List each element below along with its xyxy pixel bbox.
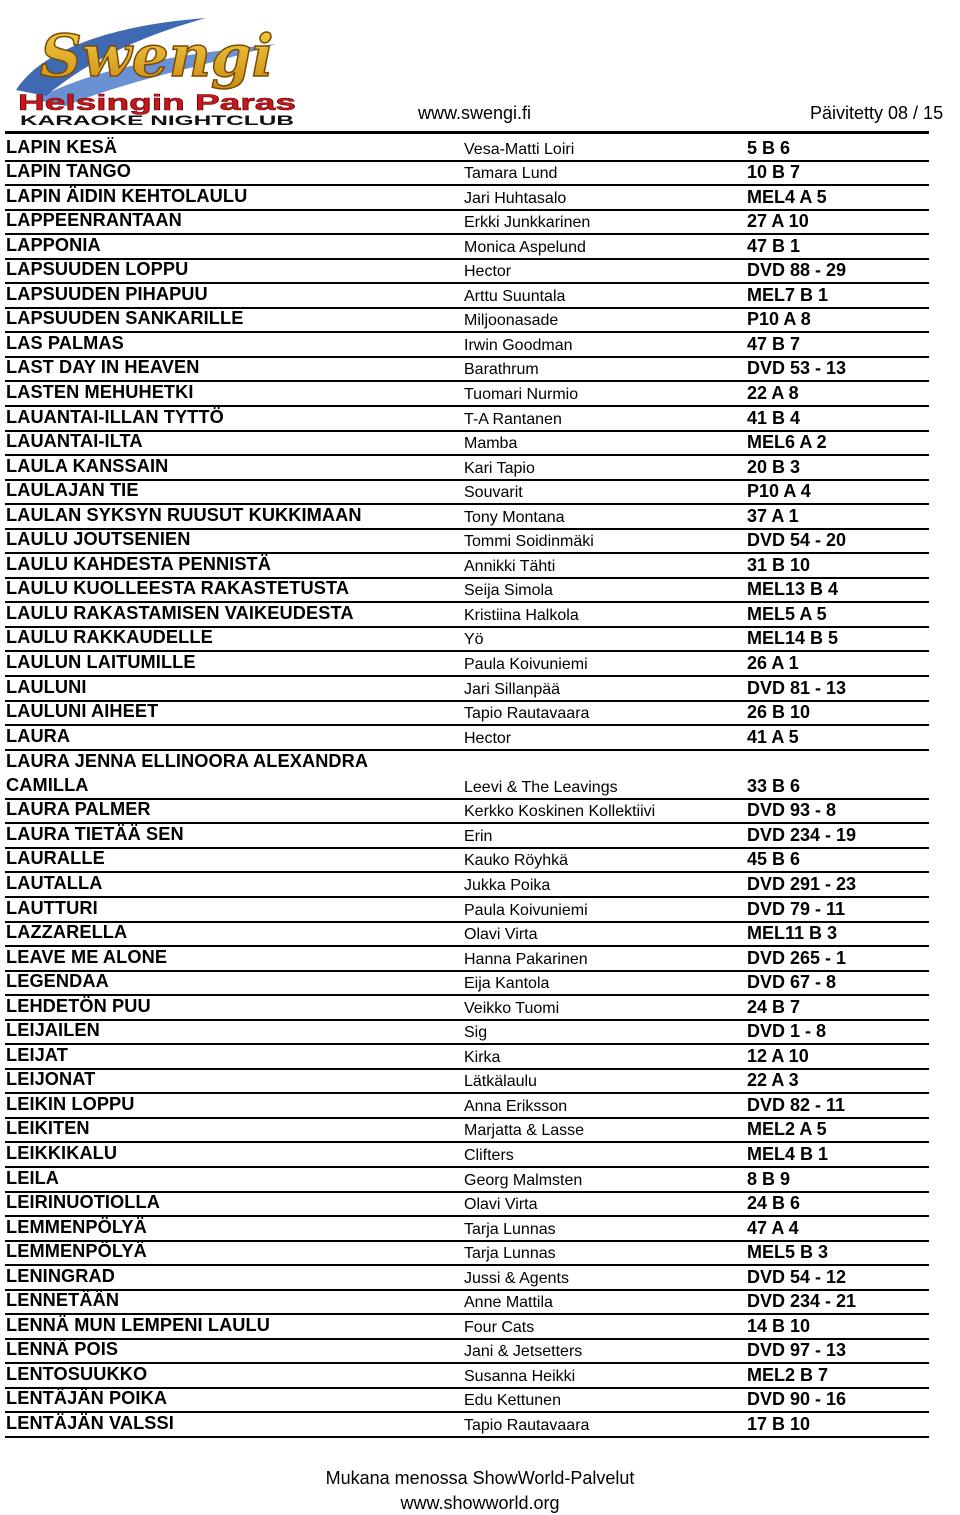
song-code: 24 B 6 <box>747 1193 801 1214</box>
song-row <box>5 1045 929 1070</box>
song-row <box>5 456 929 481</box>
song-title: LENNÄ MUN LEMPENI LAULU <box>6 1314 270 1335</box>
song-artist: Susanna Heikki <box>464 1367 576 1385</box>
song-title: LEGENDAA <box>6 971 109 992</box>
song-code: MEL5 A 5 <box>747 603 827 624</box>
song-row <box>5 1413 929 1438</box>
song-title: LEILA <box>6 1167 60 1188</box>
song-artist: Marjatta & Lasse <box>464 1122 585 1140</box>
song-code: DVD 79 - 11 <box>747 898 846 919</box>
song-row <box>5 677 929 702</box>
song-title: LENNÄ POIS <box>6 1339 119 1360</box>
song-code: 22 A 3 <box>747 1070 799 1091</box>
footer-url-link[interactable]: www.showworld.org <box>400 1493 560 1513</box>
song-code: MEL6 A 2 <box>747 432 827 453</box>
song-artist: Barathrum <box>464 361 539 379</box>
song-title: LAULU RAKKAUDELLE <box>6 627 213 648</box>
song-title: LAS PALMAS <box>6 332 124 353</box>
song-row <box>5 333 929 358</box>
song-title: LAULAJAN TIE <box>6 480 139 501</box>
song-title: LAURA PALMER <box>6 799 151 820</box>
song-row <box>5 505 929 530</box>
song-code: DVD 54 - 12 <box>747 1266 847 1287</box>
song-row <box>5 1364 929 1389</box>
song-code: MEL14 B 5 <box>747 628 839 649</box>
song-artist: Clifters <box>464 1146 514 1164</box>
song-row <box>5 554 929 579</box>
song-title: LAURA TIETÄÄ SEN <box>6 823 184 844</box>
song-code: DVD 97 - 13 <box>747 1340 847 1361</box>
song-artist: Olavi Virta <box>464 926 538 944</box>
song-row <box>5 1217 929 1242</box>
song-artist: Sig <box>464 1024 488 1042</box>
song-code: 22 A 8 <box>747 383 799 404</box>
song-list <box>5 137 929 1438</box>
song-title: LAURA <box>6 725 71 746</box>
song-code: MEL4 A 5 <box>747 186 827 207</box>
song-code: DVD 88 - 29 <box>747 260 847 281</box>
song-code: DVD 90 - 16 <box>747 1389 847 1410</box>
song-artist: Tuomari Nurmio <box>464 386 579 404</box>
song-code: DVD 1 - 8 <box>747 1021 827 1042</box>
song-row <box>5 137 929 162</box>
song-code: 33 B 6 <box>747 775 801 796</box>
song-code: 45 B 6 <box>747 849 801 870</box>
song-code: MEL11 B 3 <box>747 923 838 944</box>
song-code: 20 B 3 <box>747 456 801 477</box>
song-artist: Hanna Pakarinen <box>464 950 588 968</box>
song-artist: Anna Eriksson <box>464 1097 568 1115</box>
song-title: LAPIN KESÄ <box>6 136 118 157</box>
song-code: MEL5 B 3 <box>747 1242 829 1263</box>
updated-date: Päivitetty 08 / 15 <box>810 103 944 123</box>
song-title: LAULU JOUTSENIEN <box>6 529 191 550</box>
song-title: LAPSUUDEN LOPPU <box>6 259 189 280</box>
song-code: 24 B 7 <box>747 996 801 1017</box>
song-row <box>5 1168 929 1193</box>
song-row <box>5 972 929 997</box>
song-title: LAPPONIA <box>6 234 101 255</box>
song-title: LENTÄJÄN VALSSI <box>6 1412 174 1433</box>
song-artist: Tarja Lunnas <box>464 1245 556 1263</box>
song-row <box>5 530 929 555</box>
song-code: 37 A 1 <box>747 505 799 526</box>
song-title: LAPSUUDEN PIHAPUU <box>6 283 208 304</box>
song-row <box>5 628 929 653</box>
song-row <box>5 726 929 751</box>
song-row <box>5 923 929 948</box>
song-row <box>5 235 929 260</box>
swengi-logo-graphic <box>6 4 302 128</box>
song-row <box>5 873 929 898</box>
song-code: 47 B 7 <box>747 333 801 354</box>
song-code: MEL2 A 5 <box>747 1119 827 1140</box>
song-title: LEMMENPÖLYÄ <box>6 1216 147 1237</box>
song-artist: Vesa-Matti Loiri <box>464 140 575 158</box>
song-title: LEIJAT <box>6 1044 68 1065</box>
song-title: LAULUNI AIHEET <box>6 701 159 722</box>
song-code: DVD 53 - 13 <box>747 358 847 379</box>
song-title: LEMMENPÖLYÄ <box>6 1241 147 1262</box>
song-code: DVD 67 - 8 <box>747 972 837 993</box>
song-title: LAPIN TANGO <box>6 161 132 182</box>
song-code: 17 B 10 <box>747 1413 811 1434</box>
song-artist: Jussi & Agents <box>464 1269 569 1287</box>
song-artist: Monica Aspelund <box>464 238 586 256</box>
song-row <box>5 1315 929 1340</box>
song-title: LAUANTAI-ILTA <box>6 431 143 452</box>
song-artist: Annikki Tähti <box>464 557 556 575</box>
song-code: DVD 82 - 11 <box>747 1094 846 1115</box>
song-artist: Yö <box>464 631 484 649</box>
song-row <box>5 800 929 825</box>
song-row <box>5 702 929 727</box>
song-title: LEIKITEN <box>6 1118 90 1139</box>
song-row <box>5 751 929 800</box>
song-title: LAURA JENNA ELLINOORA ALEXANDRA CAMILLA <box>6 750 368 795</box>
song-row <box>5 1340 929 1365</box>
song-code: DVD 93 - 8 <box>747 800 837 821</box>
song-artist: Irwin Goodman <box>464 336 573 354</box>
song-artist: Jani & Jetsetters <box>464 1343 583 1361</box>
song-code: 27 A 10 <box>747 211 809 232</box>
song-row <box>5 947 929 972</box>
song-title: LAULUN LAITUMILLE <box>6 652 196 673</box>
song-artist: Tarja Lunnas <box>464 1220 556 1238</box>
song-title: LAUTTURI <box>6 897 98 918</box>
song-artist: Souvarit <box>464 484 523 502</box>
song-row <box>5 1193 929 1218</box>
song-artist: Paula Koivuniemi <box>464 656 588 674</box>
song-code: 8 B 9 <box>747 1168 791 1189</box>
song-code: MEL13 B 4 <box>747 579 839 600</box>
song-title: LAURALLE <box>6 848 105 869</box>
song-artist: Erkki Junkkarinen <box>464 214 591 232</box>
song-row <box>5 652 929 677</box>
song-title: LAULUNI <box>6 676 87 697</box>
song-artist: Lätkälaulu <box>464 1073 537 1091</box>
swengi-logo <box>6 4 302 128</box>
song-row <box>5 432 929 457</box>
song-title: LEIJAILEN <box>6 1020 100 1041</box>
song-code: 5 B 6 <box>747 137 791 158</box>
song-row <box>5 849 929 874</box>
song-code: 26 A 1 <box>747 653 799 674</box>
song-artist: Miljoonasade <box>464 312 559 330</box>
song-row <box>5 579 929 604</box>
song-code: P10 A 4 <box>747 481 811 502</box>
song-code: DVD 234 - 19 <box>747 824 857 845</box>
song-artist: Olavi Virta <box>464 1196 538 1214</box>
song-artist: Kirka <box>464 1048 501 1066</box>
song-row <box>5 603 929 628</box>
song-row <box>5 898 929 923</box>
song-artist: Anne Mattila <box>464 1294 553 1312</box>
song-artist: Tapio Rautavaara <box>464 705 590 723</box>
song-artist: Kerkko Koskinen Kollektiivi <box>464 803 656 821</box>
song-row <box>5 1070 929 1095</box>
logo-subtitle-2: KARAOKE NIGHTCLUB <box>20 112 294 128</box>
song-title: LAULU KUOLLEESTA RAKASTETUSTA <box>6 578 350 599</box>
song-code: MEL7 B 1 <box>747 284 829 305</box>
song-row <box>5 260 929 285</box>
song-row <box>5 1143 929 1168</box>
header-url-link[interactable]: www.swengi.fi <box>418 103 532 123</box>
song-title: LAULU KAHDESTA PENNISTÄ <box>6 553 272 574</box>
footer-sponsor-text: Mukana menossa ShowWorld-Palvelut <box>325 1468 635 1488</box>
song-row <box>5 186 929 211</box>
song-artist: Tamara Lund <box>464 165 558 183</box>
song-row <box>5 382 929 407</box>
song-artist: Paula Koivuniemi <box>464 901 588 919</box>
song-title: LENINGRAD <box>6 1265 116 1286</box>
song-row <box>5 1119 929 1144</box>
song-title: LAZZARELLA <box>6 922 128 943</box>
header-divider <box>5 131 929 134</box>
logo-subtitle-1: Helsingin Paras <box>18 90 296 115</box>
song-title: LEIJONAT <box>6 1069 96 1090</box>
song-artist: Mamba <box>464 435 518 453</box>
song-artist: Tommi Soidinmäki <box>464 533 594 551</box>
song-title: LASTEN MEHUHETKI <box>6 382 194 403</box>
song-code: 47 A 4 <box>747 1217 799 1238</box>
song-title: LEIRINUOTIOLLA <box>6 1192 160 1213</box>
song-row <box>5 1242 929 1267</box>
song-row <box>5 996 929 1021</box>
song-artist: Hector <box>464 729 512 747</box>
song-code: 26 B 10 <box>747 702 811 723</box>
song-artist: Leevi & The Leavings <box>464 778 618 796</box>
song-artist: Jari Sillanpää <box>464 680 561 698</box>
song-title: LEHDETÖN PUU <box>6 995 151 1016</box>
song-code: 14 B 10 <box>747 1315 811 1336</box>
song-artist: Four Cats <box>464 1318 535 1336</box>
song-artist: Kari Tapio <box>464 459 535 477</box>
song-title: LAUANTAI-ILLAN TYTTÖ <box>6 406 224 427</box>
song-row <box>5 1389 929 1414</box>
song-artist: Georg Malmsten <box>464 1171 583 1189</box>
song-artist: Eija Kantola <box>464 975 550 993</box>
song-title: LENTÄJÄN POIKA <box>6 1388 168 1409</box>
song-title: LAUTALLA <box>6 872 103 893</box>
song-artist: Hector <box>464 263 512 281</box>
song-row <box>5 1266 929 1291</box>
logo-script-text: Swengi <box>40 22 274 90</box>
song-code: DVD 234 - 21 <box>747 1291 857 1312</box>
song-row <box>5 824 929 849</box>
song-artist: Kauko Röyhkä <box>464 852 569 870</box>
song-code: 41 A 5 <box>747 726 799 747</box>
song-artist: Jari Huhtasalo <box>464 189 567 207</box>
song-code: MEL4 B 1 <box>747 1143 829 1164</box>
song-row <box>5 481 929 506</box>
song-row <box>5 211 929 236</box>
song-artist: Tony Montana <box>464 508 565 526</box>
song-code: 47 B 1 <box>747 235 801 256</box>
song-artist: Kristiina Halkola <box>464 606 579 624</box>
song-row <box>5 358 929 383</box>
song-artist: Tapio Rautavaara <box>464 1416 590 1434</box>
song-title: LEIKKIKALU <box>6 1142 118 1163</box>
song-code: MEL2 B 7 <box>747 1364 829 1385</box>
song-artist: Edu Kettunen <box>464 1392 561 1410</box>
song-artist: Arttu Suuntala <box>464 287 566 305</box>
song-title: LAULAN SYKSYN RUUSUT KUKKIMAAN <box>6 504 362 525</box>
song-code: 31 B 10 <box>747 554 811 575</box>
song-row <box>5 1021 929 1046</box>
song-code: DVD 291 - 23 <box>747 873 857 894</box>
song-title: LEAVE ME ALONE <box>6 946 168 967</box>
song-artist: Seija Simola <box>464 582 553 600</box>
song-row <box>5 1094 929 1119</box>
song-code: DVD 265 - 1 <box>747 947 847 968</box>
song-code: 10 B 7 <box>747 162 801 183</box>
song-code: DVD 54 - 20 <box>747 530 847 551</box>
song-row <box>5 162 929 187</box>
song-title: LAULA KANSSAIN <box>6 455 169 476</box>
song-title: LAULU RAKASTAMISEN VAIKEUDESTA <box>6 602 354 623</box>
song-title: LAPIN ÄIDIN KEHTOLAULU <box>6 185 248 206</box>
song-code: P10 A 8 <box>747 309 811 330</box>
song-artist: T-A Rantanen <box>464 410 562 428</box>
song-code: 12 A 10 <box>747 1045 809 1066</box>
song-row <box>5 309 929 334</box>
song-title: LAPSUUDEN SANKARILLE <box>6 308 244 329</box>
song-row <box>5 284 929 309</box>
song-code: 41 B 4 <box>747 407 801 428</box>
song-title: LAST DAY IN HEAVEN <box>6 357 200 378</box>
song-title: LENTOSUUKKO <box>6 1363 148 1384</box>
song-row <box>5 407 929 432</box>
song-artist: Jukka Poika <box>464 876 551 894</box>
song-artist: Veikko Tuomi <box>464 999 560 1017</box>
song-artist: Erin <box>464 827 493 845</box>
song-code: DVD 81 - 13 <box>747 677 847 698</box>
song-title: LENNETÄÄN <box>6 1290 120 1311</box>
song-title: LAPPEENRANTAAN <box>6 210 182 231</box>
song-row <box>5 1291 929 1316</box>
song-title: LEIKIN LOPPU <box>6 1093 135 1114</box>
